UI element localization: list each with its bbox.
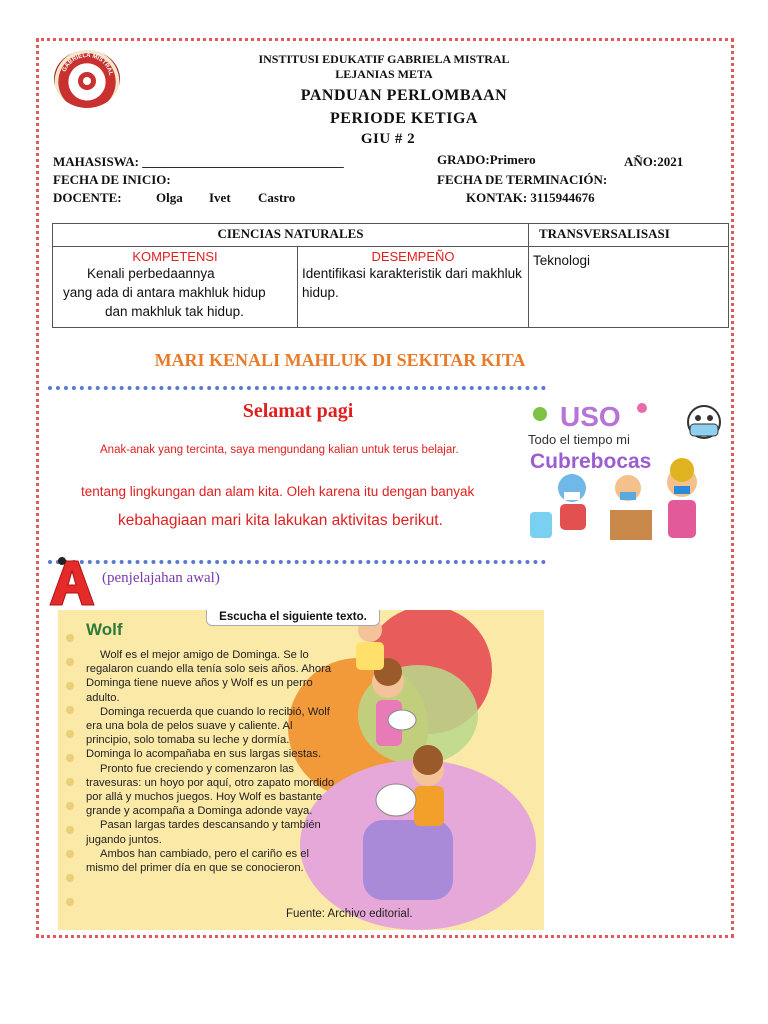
mask-poster-image — [524, 396, 728, 548]
institution-location: LEJANIAS META — [335, 67, 433, 81]
giu-number: GIU # 2 — [360, 131, 416, 147]
poster-word-uso: USO — [560, 401, 621, 432]
guide-title: PANDUAN PERLOMBAAN — [300, 87, 508, 104]
institution-name: INSTITUSI EDUKATIF GABRIELA MISTRAL — [258, 52, 510, 66]
contact-label: KONTAK: 3115944676 — [466, 190, 595, 205]
performance-title: DESEMPEÑO — [371, 249, 455, 264]
col-header-natural-science: CIENCIAS NATURALES — [53, 224, 529, 247]
competence-table — [52, 223, 729, 328]
greeting-line-1: Anak-anak yang tercinta, saya mengundang kalian untuk terus belajar. — [100, 444, 459, 456]
greeting-title: Selamat pagi — [242, 400, 354, 422]
performance-text: Identifikasi karakteristik dari makhluk hidup. — [302, 266, 522, 300]
activity-label: (penjelajahan awal) — [102, 570, 220, 586]
start-date-label: FECHA DE INICIO: — [53, 172, 171, 187]
story-text — [86, 648, 336, 875]
student-label: MAHASISWA: _______________________________ — [53, 154, 344, 169]
greeting-line-3: kebahagiaan mari kita lakukan aktivitas berikut. — [118, 512, 443, 529]
col-header-transversal: TRANSVERSALISASI — [529, 224, 729, 247]
story-paragraph: Pasan largas tardes descansando y también jugando juntos. — [86, 819, 321, 846]
competence-line-3: dan makhluk tak hidup. — [105, 304, 244, 319]
transversal-text: Teknologi — [533, 253, 591, 268]
greeting-line-2: tentang lingkungan dan alam kita. Oleh karena itu dengan banyak — [81, 484, 475, 499]
teacher-first-name: Olga — [156, 190, 183, 205]
end-date-label: FECHA DE TERMINACIÓN: — [437, 172, 608, 187]
poster-line-2: Todo el tiempo mi — [528, 432, 630, 447]
logo-text: GABRIELA MISTRAL — [61, 52, 114, 77]
competence-line-2: yang ada di antara makhluk hidup — [63, 285, 266, 300]
poster-line-3: Cubrebocas — [530, 450, 652, 473]
teacher-middle-name: Ivet — [209, 190, 231, 205]
story-paragraph: Wolf es el mejor amigo de Dominga. Se lo regalaron cuando ella tenía solo seis años. Ahora Dominga tiene nueve años y Wolf es un perro adulto. — [86, 649, 332, 704]
story-paragraph: Pronto fue creciendo y comenzaron las travesuras: un hoyo por aquí, otro zapato mordido por allá y muchos juegos. Hoy Wolf es bastante grande y acompaña a Dominga adonde vaya. — [86, 762, 335, 818]
transversal-cell — [529, 247, 729, 328]
activity-letter-badge — [46, 555, 96, 607]
story-instruction: Escucha el siguiente texto. — [206, 610, 380, 626]
teacher-last-name: Castro — [258, 190, 296, 205]
grade-label: GRADO:Primero — [437, 152, 536, 167]
story-book-image — [58, 610, 544, 930]
teacher-label: DOCENTE: — [53, 190, 122, 205]
story-paragraph: Ambos han cambiado, pero el cariño es el mismo del primer día en que se conocieron. — [86, 847, 309, 875]
performance-cell — [298, 247, 529, 328]
greeting-box — [48, 386, 546, 564]
competence-title: KOMPETENSI — [132, 249, 218, 264]
competence-line-1: Kenali perbedaannya — [87, 266, 215, 281]
story-source: Fuente: Archivo editorial. — [286, 908, 413, 920]
competence-cell — [53, 247, 298, 328]
year-label: AÑO:2021 — [624, 154, 684, 169]
period-title: PERIODE KETIGA — [330, 110, 478, 127]
section-title: MARI KENALI MAHLUK DI SEKITAR KITA — [154, 350, 526, 370]
story-title: Wolf — [86, 620, 123, 639]
story-paragraph: Dominga recuerda que cuando lo recibió, Wolf era una bola de pelos suave y caliente. Al principio, solo tomaba su leche y dormía. Dominga lo acompañaba en sus largas siestas. — [86, 705, 330, 761]
